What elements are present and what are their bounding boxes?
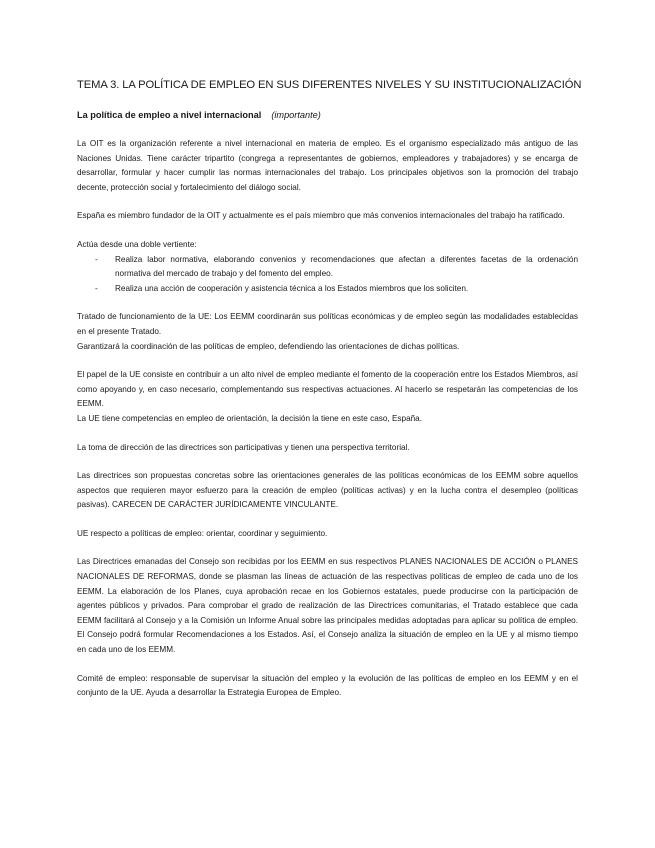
paragraph-tratado: Tratado de funcionamiento de la UE: Los EEMM coordinarán sus políticas económicas y de empleo según las modalidades establecidas en el presente Tratado.	[77, 312, 578, 336]
vertiente-list	[77, 253, 578, 297]
page-title: TEMA 3. LA POLÍTICA DE EMPLEO EN SUS DIFERENTES NIVELES Y SU INSTITUCIONALIZACIÓN	[77, 79, 582, 91]
section-heading	[77, 110, 578, 120]
list-item	[77, 253, 578, 282]
paragraph-papel-ue: El papel de la UE consiste en contribuir a un alto nivel de empleo mediante el fomento de la cooperación entre los Estados Miembros, así como apoyando y, en caso necesario, complementando sus respectivas actuaciones. Al hacerlo se respetarán las competencias de los EEMM.	[77, 370, 578, 409]
paragraph-vertiente-lead: Actúa desde una doble vertiente:	[77, 239, 197, 249]
paragraph-espana: España es miembro fundador de la OIT y actualmente es el país miembro que más convenios internacionales del trabajo ha ratificado.	[77, 211, 565, 221]
paragraph-ue-respecto: UE respecto a políticas de empleo: orientar, coordinar y seguimiento.	[77, 528, 328, 538]
paragraph-directrices-consejo: Las Directrices emanadas del Consejo son recibidas por los EEMM en sus respectivos PLANES NACIONALES DE ACCIÓN o PLANES NACIONALES DE REFORMAS, donde se plasman las líneas de actuación de las respectivas políticas de empleo de cada uno de los EEMM. La elaboración de los Planes, cuya aprobación recae en los Gobiernos estatales, puede producirse con la participación de agentes públicos y privados. Para comprobar el grado de realización de las Directrices comunitarias, el Tratado establece que cada EEMM facilitará al Consejo y a la Comisión un Informe Anual sobre las principales medidas adoptadas para aplicar su política de empleo. El Consejo podrá formular Recomendaciones a los Estados. Así, el Consejo analiza la situación de empleo en la UE y al mismo tiempo en cada uno de los EEMM.	[77, 557, 578, 655]
paragraph-competencias: La UE tiene competencias en empleo de orientación, la decisión la tiene en este caso, España.	[77, 413, 423, 423]
paragraph-comite: Comité de empleo: responsable de supervisar la situación del empleo y la evolución de las políticas de empleo en los EEMM y en el conjunto de la UE. Ayuda a desarrollar la Estrategia Europea de Empleo.	[77, 673, 578, 698]
list-item-text: Realiza una acción de cooperación y asistencia técnica a los Estados miembros que los soliciten.	[115, 283, 469, 293]
paragraph-garantizara: Garantizará la coordinación de las políticas de empleo, defendiendo las orientaciones de dichas políticas.	[77, 341, 460, 351]
section-heading-text: La política de empleo a nivel internacional	[77, 110, 262, 120]
list-item	[77, 282, 578, 297]
dash-bullet: -	[95, 283, 98, 293]
paragraph-directrices: Las directrices son propuestas concretas sobre las orientaciones generales de las políticas económicas de los EEMM sobre aquellos aspectos que requieren mayor esfuerzo para la creación de empleo (políticas activas) y en la lucha contra el desempleo (políticas pasivas). CARECEN DE CARÁCTER JURÍDICAMENTE VINCULANTE.	[77, 471, 578, 510]
list-item-text: Realiza labor normativa, elaborando convenios y recomendaciones que afectan a diferentes facetas de la ordenación normativa del mercado de trabajo y del fomento del empleo.	[115, 254, 578, 279]
paragraph-oit: La OIT es la organización referente a nivel internacional en materia de empleo. Es el organismo especializado más antiguo de las Naciones Unidas. Tiene carácter tripartito (congrega a representantes de gobiernos, empleadores y trabajadores) y se encarga de desarrollar, formular y hacer cumplir las normas internacionales del trabajo. Los principales objetivos son la promoción del trabajo decente, protección social y fortalecimiento del diálogo social.	[77, 139, 578, 192]
document-body	[77, 79, 582, 715]
section-importance-tag: (importante)	[271, 110, 321, 120]
paragraph-toma-direccion: La toma de dirección de las directrices son participativas y tienen una perspectiva territorial.	[77, 442, 410, 452]
dash-bullet: -	[95, 254, 98, 264]
